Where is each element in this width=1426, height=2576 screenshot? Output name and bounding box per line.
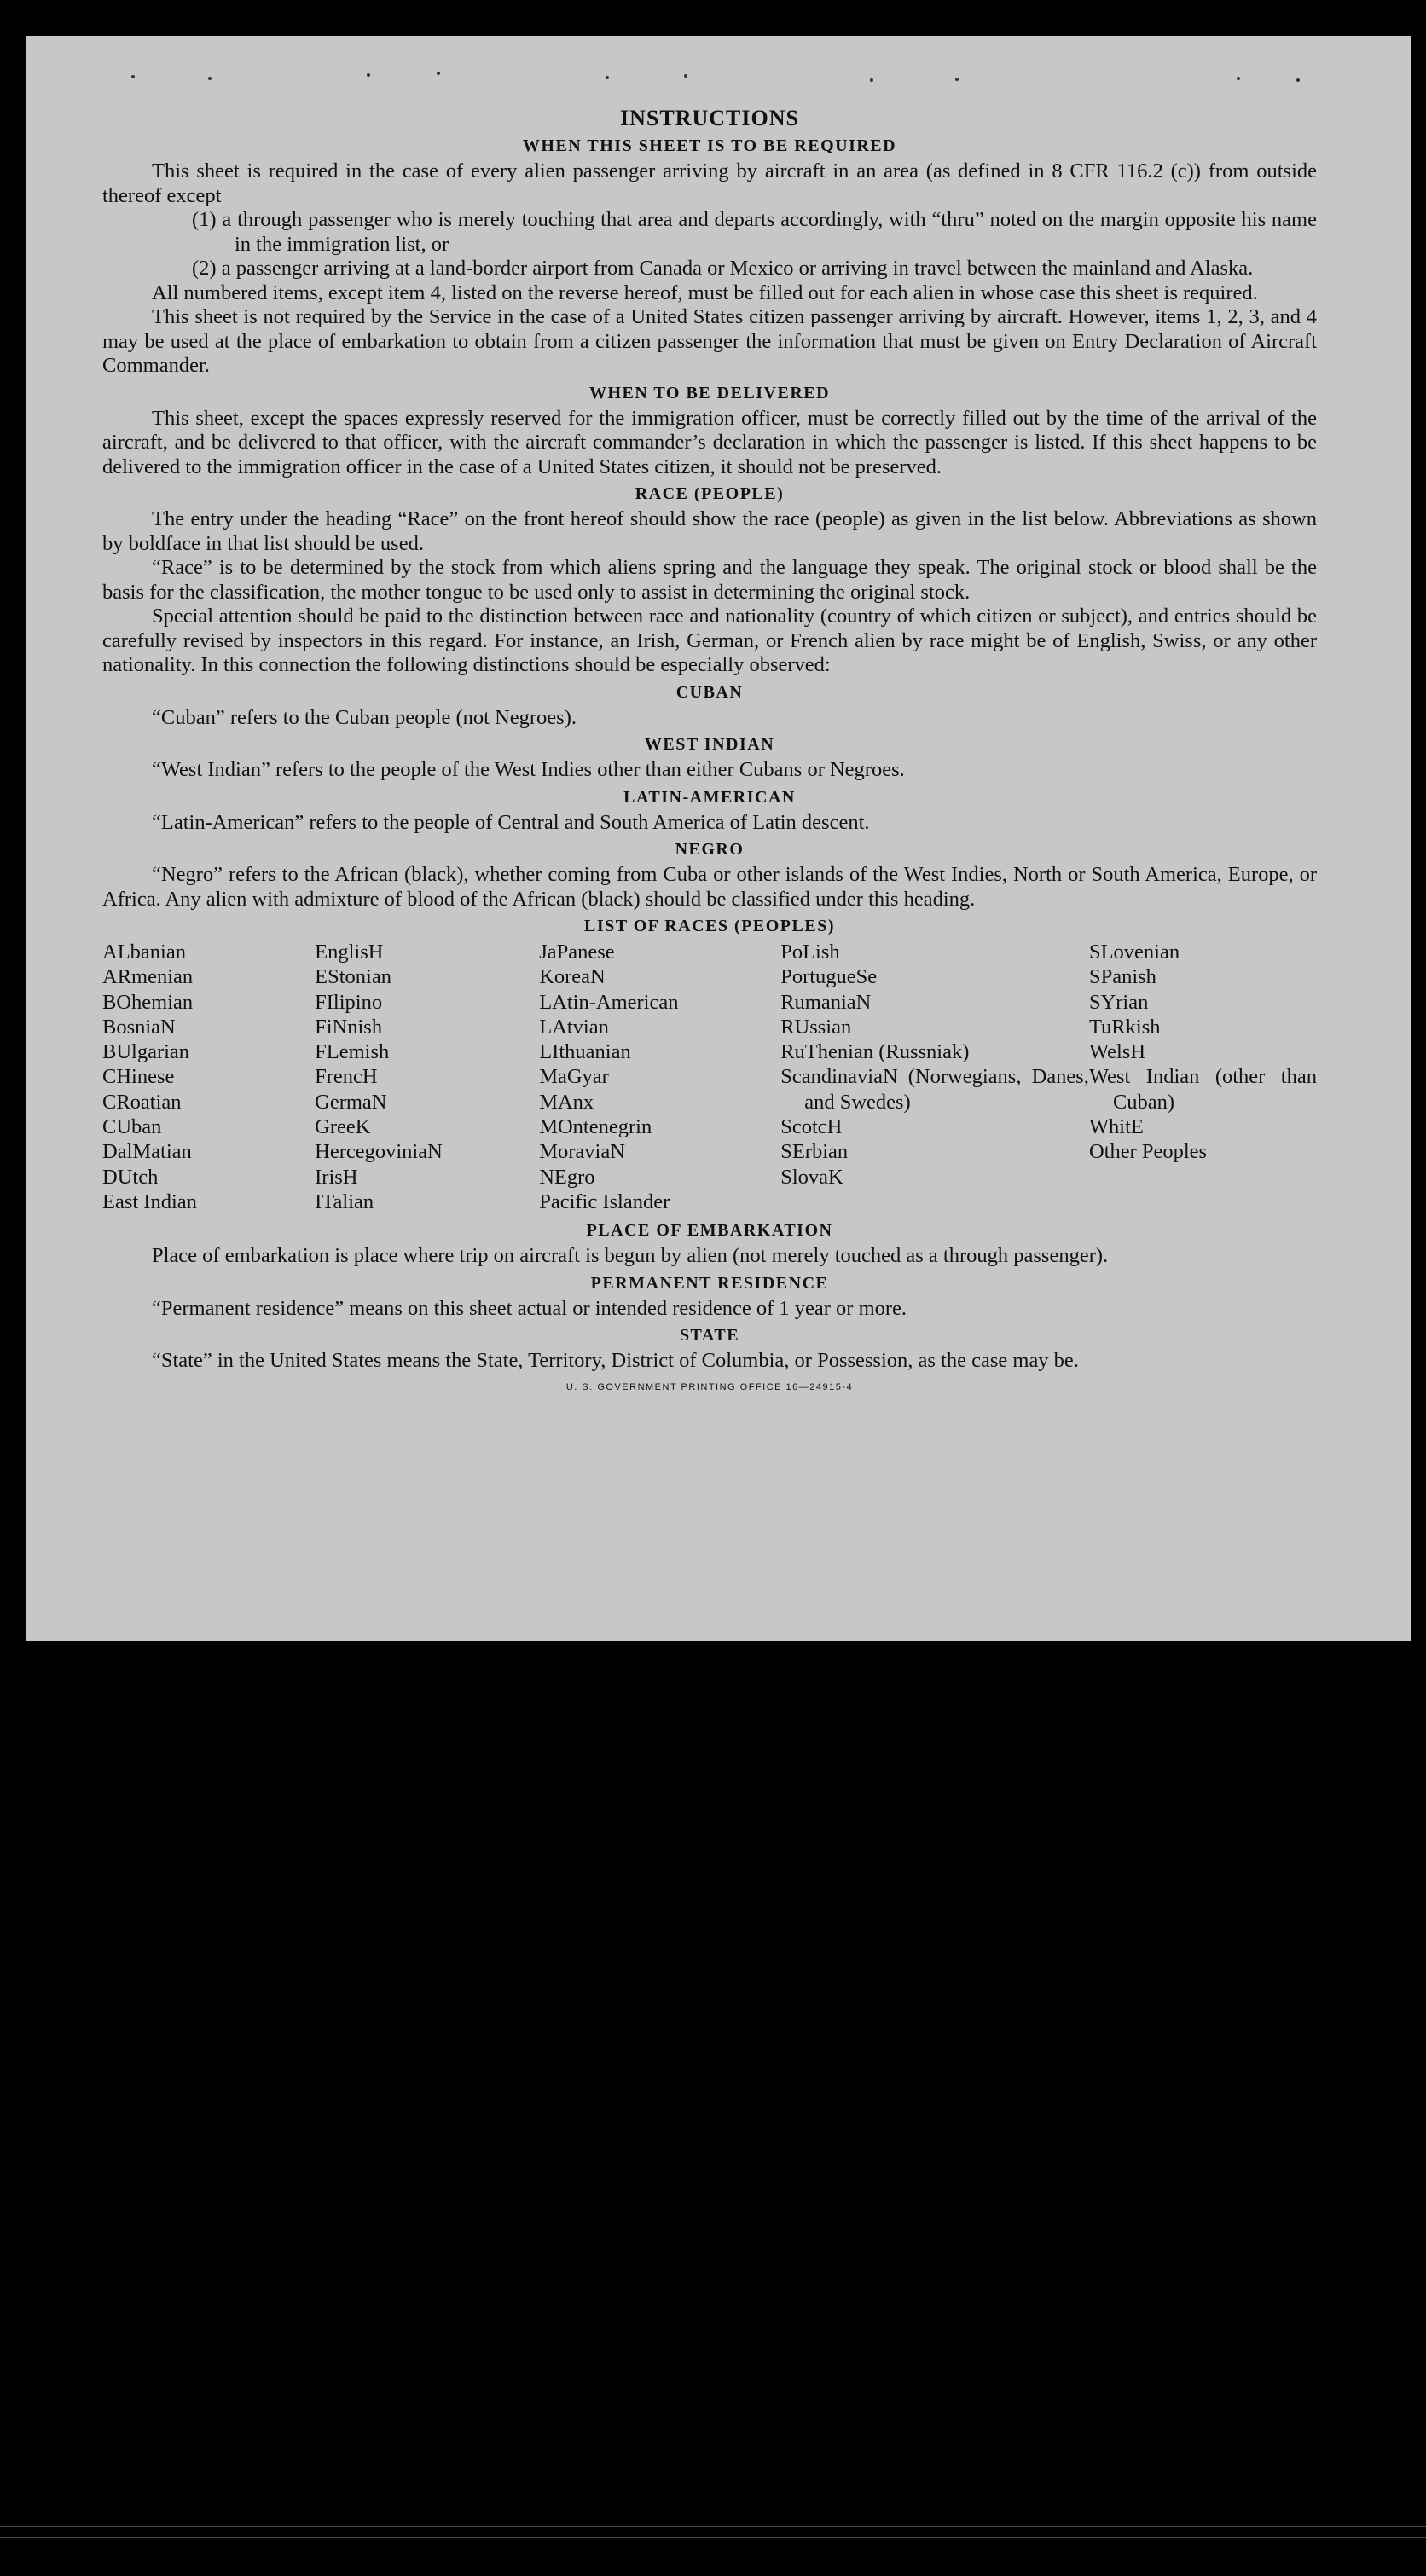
races-column-4 xyxy=(780,940,1089,1214)
race-item: NEgro xyxy=(539,1165,595,1189)
races-list xyxy=(102,940,1317,1214)
race-item: BosniaN xyxy=(102,1015,176,1039)
race-item: FLemish xyxy=(315,1040,390,1064)
race-item: Pacific Islander xyxy=(539,1190,670,1213)
paragraph-cuban: “Cuban” refers to the Cuban people (not Negroes). xyxy=(152,705,577,729)
race-item: BOhemian xyxy=(102,990,194,1014)
races-column-2 xyxy=(315,940,539,1214)
race-item: WhitE xyxy=(1088,1115,1144,1139)
document-page xyxy=(26,36,1411,1641)
paragraph-citizen: This sheet is not required by the Service in the case of a United States citizen passenger arriving by aircraft. However, items 1, 2, 3, and 4 may be used at the place of embarkation to obtain from a citizen passenger the information that must be given on Entry Declaration of Aircraft Commander. xyxy=(102,305,1317,377)
heading-when-required: WHEN THIS SHEET IS TO BE REQUIRED xyxy=(522,136,897,155)
paragraph-race-entry: The entry under the heading “Race” on the front hereof should show the race (people) as given in the list below. Abbreviations as shown by boldface in that list should be used. xyxy=(102,507,1317,555)
race-item: SlovaK xyxy=(780,1165,843,1189)
scan-line xyxy=(0,2537,1426,2538)
race-item: SYrian xyxy=(1088,990,1149,1014)
page-title: INSTRUCTIONS xyxy=(620,106,799,130)
heading-embarkation: PLACE OF EMBARKATION xyxy=(586,1221,833,1241)
race-item: RUssian xyxy=(780,1015,852,1039)
paragraph-west-indian: “West Indian” refers to the people of the West Indies other than either Cubans or Negroes. xyxy=(152,758,905,781)
race-item: SPanish xyxy=(1088,965,1156,989)
race-item: MaGyar xyxy=(539,1065,609,1089)
race-item: RuThenian (Russniak) xyxy=(780,1040,970,1064)
race-item: Other Peoples xyxy=(1088,1140,1208,1164)
exception-item-1: (1) a through passenger who is merely touching that area and departs accordingly, with “thru” noted on the margin opposite his name in the immigration list, or xyxy=(192,208,1317,256)
race-item: SLovenian xyxy=(1088,941,1180,964)
race-item: PoLish xyxy=(780,941,840,964)
printing-office-footer: U. S. GOVERNMENT PRINTING OFFICE 16—24915-4 xyxy=(565,1381,854,1392)
race-item: RumaniaN xyxy=(780,990,872,1014)
race-item: CHinese xyxy=(102,1065,175,1089)
race-item: LAtvian xyxy=(539,1015,609,1039)
race-item: TuRkish xyxy=(1088,1015,1161,1039)
paragraph-race-definition: “Race” is to be determined by the stock from which aliens spring and the language they speak. The original stock or blood shall be the basis for the classification, the mother tongue to be used only to assist in determining the original stock. xyxy=(102,556,1317,604)
heading-list-of-races: LIST OF RACES (PEOPLES) xyxy=(583,917,835,935)
paragraph-state: “State” in the United States means the State, Territory, District of Columbia, or Possession, as the case may be. xyxy=(152,1349,1079,1373)
exception-item-2: (2) a passenger arriving at a land-border airport from Canada or Mexico or arriving in travel between the mainland and Alaska. xyxy=(192,257,1254,280)
heading-negro: NEGRO xyxy=(675,840,745,859)
paper-specks xyxy=(102,68,1339,85)
race-item: CRoatian xyxy=(102,1090,182,1114)
race-item: EStonian xyxy=(315,965,391,989)
paragraph-delivery: This sheet, except the spaces expressly reserved for the immigration officer, must be correctly filled out by the time of the arrival of the aircraft, and be delivered to that officer, with the aircraft commander’s declaration in which the passenger is listed. If this sheet happens to be delivered to the immigration officer in the case of a United States citizen, it should not be preserved. xyxy=(102,406,1317,478)
scan-line xyxy=(0,2526,1426,2527)
paragraph-latin-american: “Latin-American” refers to the people of Central and South America of Latin descent. xyxy=(152,810,870,834)
race-item: MOntenegrin xyxy=(539,1115,652,1139)
race-item: FIlipino xyxy=(315,990,383,1014)
heading-latin-american: LATIN-AMERICAN xyxy=(623,787,796,807)
heading-cuban: CUBAN xyxy=(675,682,744,702)
heading-residence: PERMANENT RESIDENCE xyxy=(590,1273,829,1293)
paragraph-numbered-items: All numbered items, except item 4, listed on the reverse hereof, must be filled out for each alien in whose case this sheet is required. xyxy=(152,281,1258,304)
race-item: DalMatian xyxy=(102,1140,192,1164)
race-item: HercegoviniaN xyxy=(315,1140,443,1164)
race-item: MoraviaN xyxy=(539,1140,625,1164)
race-item: FiNnish xyxy=(315,1015,383,1039)
paragraph-negro: “Negro” refers to the African (black), whether coming from Cuba or other islands of the West Indies, North or South America, Europe, or Africa. Any alien with admixture of blood of the African (black) should be classified under this heading. xyxy=(102,863,1317,911)
heading-west-indian: WEST INDIAN xyxy=(644,735,775,754)
race-item: GermaN xyxy=(315,1090,387,1114)
paragraph-embarkation: Place of embarkation is place where trip on aircraft is begun by alien (not merely touched as a through passenger). xyxy=(152,1244,1109,1268)
race-item: SErbian xyxy=(780,1140,849,1164)
race-item: ITalian xyxy=(315,1190,374,1213)
race-item: FrencH xyxy=(315,1065,378,1089)
race-item: IrisH xyxy=(315,1165,358,1189)
race-item: ARmenian xyxy=(102,965,194,989)
paragraph-residence: “Permanent residence” means on this sheet actual or intended residence of 1 year or more. xyxy=(152,1296,907,1320)
race-item: JaPanese xyxy=(539,941,615,964)
race-item: GreeK xyxy=(315,1115,371,1139)
heading-when-delivered: WHEN TO BE DELIVERED xyxy=(588,383,831,402)
paragraph-required: This sheet is required in the case of every alien passenger arriving by aircraft in an area (as defined in 8 CFR 116.2 (c)) from outside thereof except xyxy=(102,159,1317,207)
race-item: LIthuanian xyxy=(539,1040,631,1064)
races-column-5 xyxy=(1089,940,1317,1214)
race-item: BUlgarian xyxy=(102,1040,190,1064)
heading-race: RACE (PEOPLE) xyxy=(635,484,785,503)
race-item: ALbanian xyxy=(102,941,186,964)
races-column-3 xyxy=(539,940,780,1214)
race-item: LAtin-American xyxy=(539,990,679,1014)
race-item: KoreaN xyxy=(539,965,606,989)
race-item: West Indian (other than Cuban) xyxy=(1088,1065,1317,1114)
races-column-1 xyxy=(102,940,315,1214)
race-item: ScandinaviaN (Norwegians, Danes, and Swedes) xyxy=(780,1065,1089,1114)
race-item: DUtch xyxy=(102,1165,159,1189)
race-item: East Indian xyxy=(102,1190,197,1213)
race-item: MAnx xyxy=(539,1090,594,1114)
heading-state: STATE xyxy=(679,1326,740,1346)
race-item: CUban xyxy=(102,1115,162,1139)
race-item: ScotcH xyxy=(780,1115,843,1139)
paragraph-race-nationality: Special attention should be paid to the distinction between race and nationality (country of which citizen or subject), and entries should be carefully revised by inspectors in this regard. For instance, an Irish, German, or French alien by race might be of English, Swiss, or any other nationality. In this connection the following distinctions should be especially observed: xyxy=(102,605,1317,676)
race-item: PortugueSe xyxy=(780,965,878,989)
race-item: WelsH xyxy=(1088,1040,1146,1064)
race-item: EnglisH xyxy=(315,941,384,964)
